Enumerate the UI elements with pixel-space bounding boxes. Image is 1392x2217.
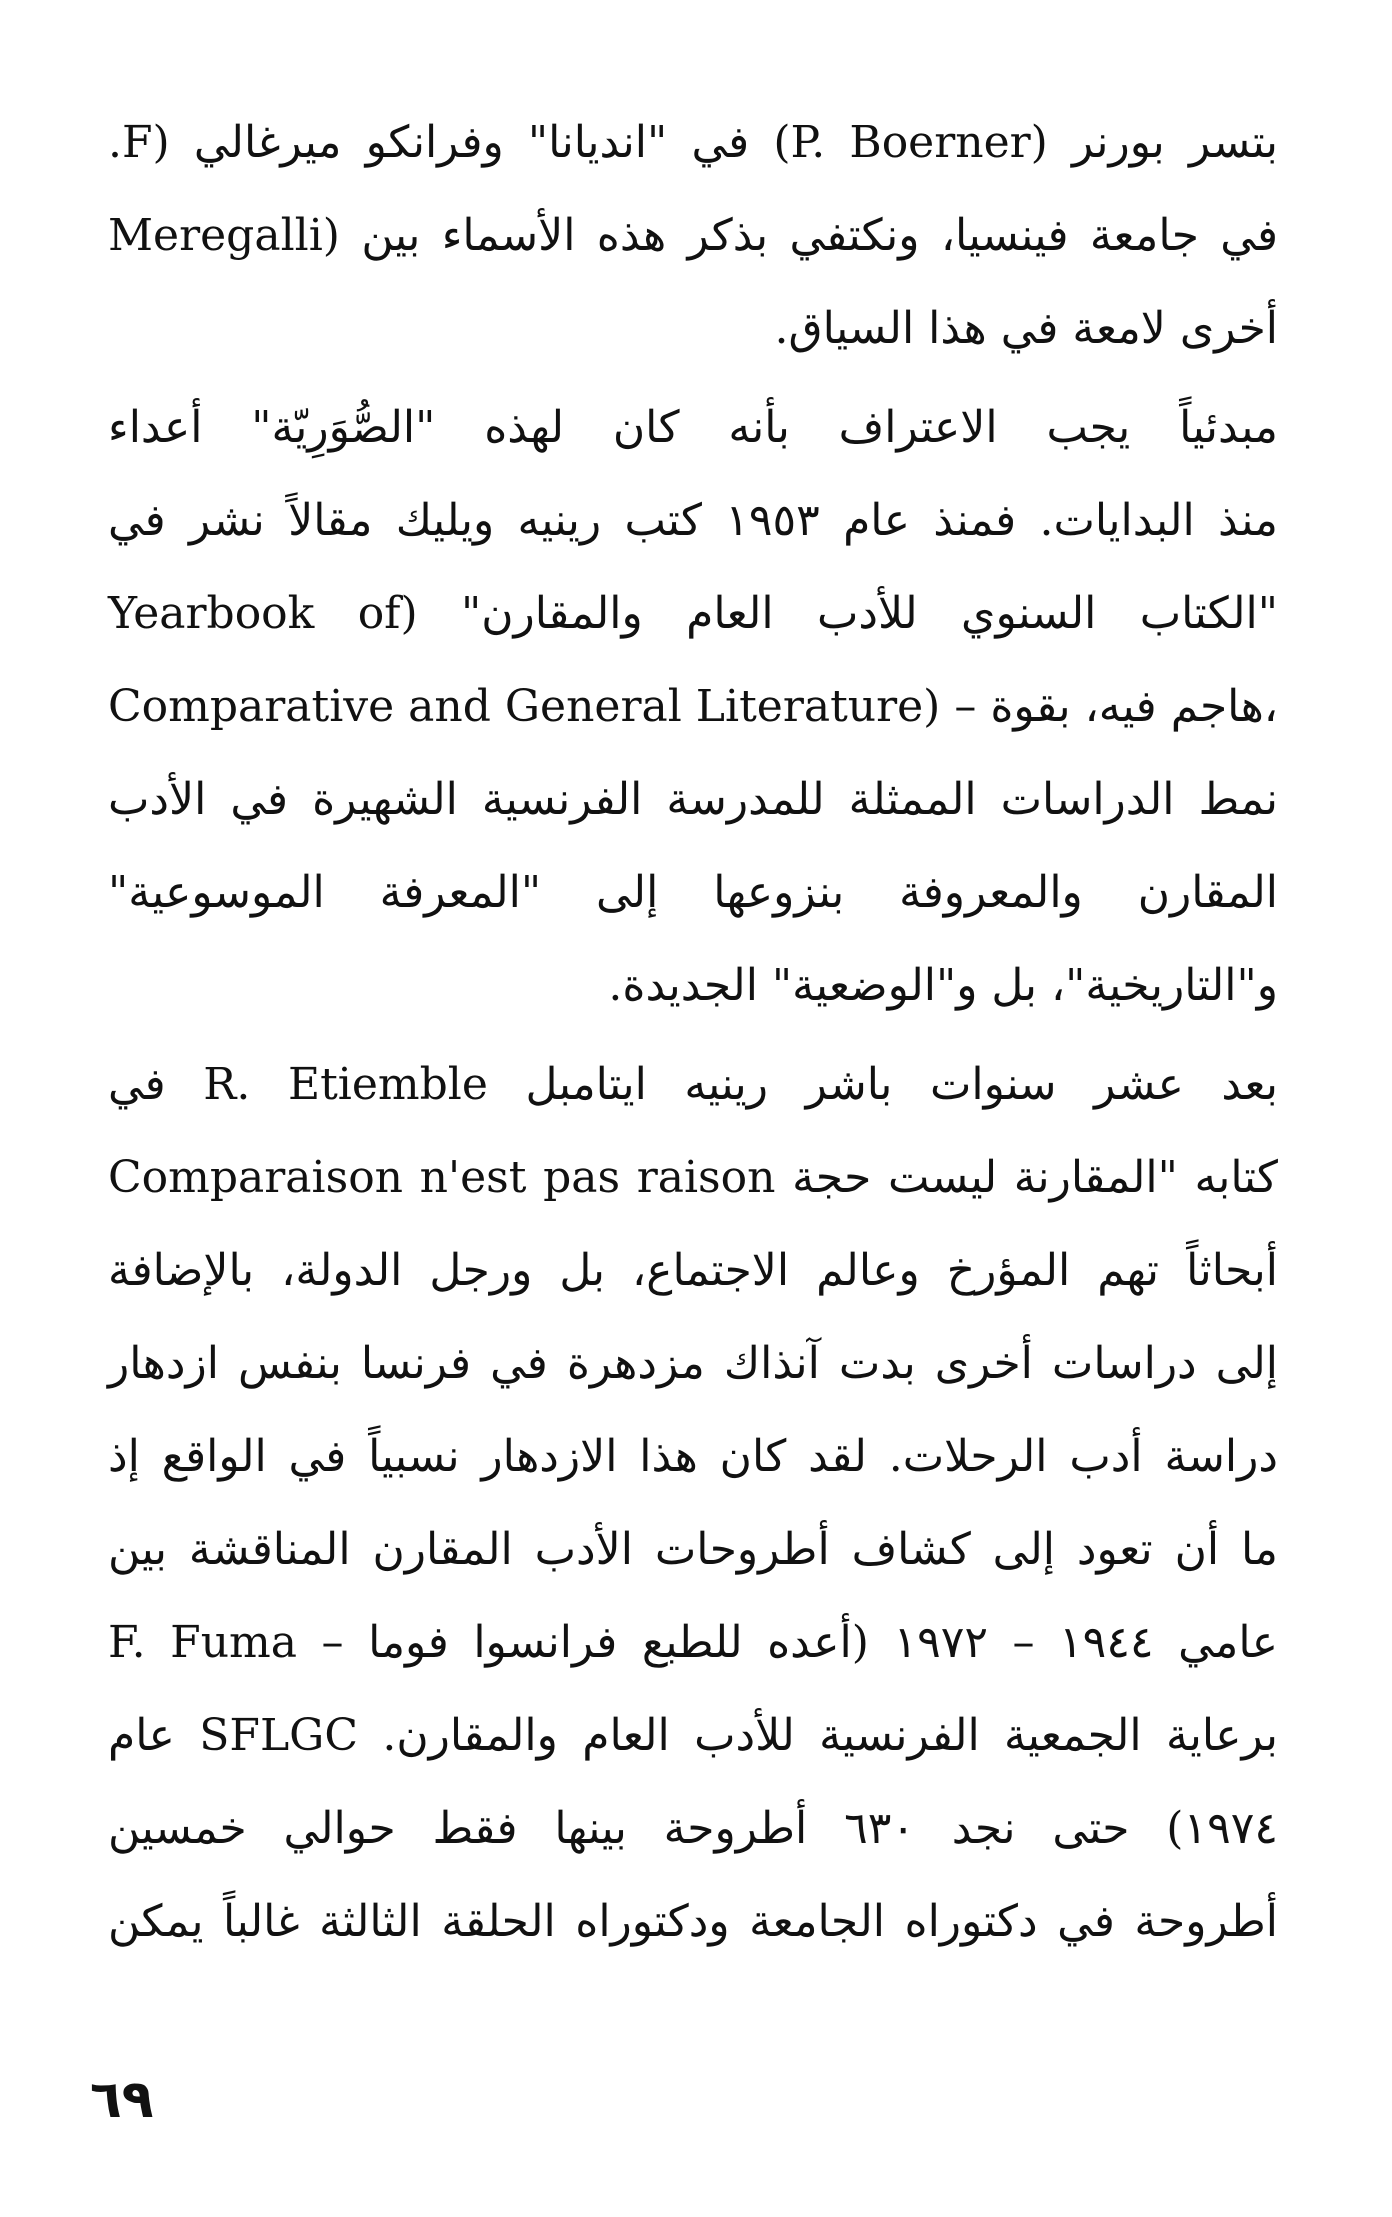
- text-line: ما أن تعود إلى كشاف أطروحات الأدب المقارن المناقشة بين: [108, 1524, 1278, 1575]
- paragraph-2: [108, 381, 1278, 1032]
- paragraph-3: [108, 1038, 1278, 1968]
- text-line: مبدئياً يجب الاعتراف بأنه كان لهذه "الصُّوَرِيّة" أعداء: [108, 402, 1278, 453]
- text-line: بتسر بورنر (P. Boerner) في "انديانا" وفرانكو ميرغالي (F.: [108, 117, 1278, 168]
- text-line: أبحاثاً تهم المؤرخ وعالم الاجتماع، بل ورجل الدولة، بالإضافة: [108, 1245, 1278, 1296]
- text-line: منذ البدايات. فمنذ عام ١٩٥٣ كتب رينيه ويليك مقالاً نشر في: [108, 495, 1279, 546]
- page-body: [108, 96, 1278, 2096]
- text-line: أخرى لامعة في هذا السياق.: [774, 303, 1278, 354]
- text-line: "الكتاب السنوي للأدب العام والمقارن" (Yearbook of: [108, 588, 1278, 639]
- text-line: كتابه "المقارنة ليست حجة Comparaison n'est pas raison: [108, 1152, 1278, 1203]
- text-line: برعاية الجمعية الفرنسية للأدب العام والمقارن. SFLGC عام: [108, 1710, 1279, 1761]
- text-line: دراسة أدب الرحلات. لقد كان هذا الازدهار نسبياً في الواقع إذ: [108, 1431, 1278, 1482]
- text-line: بعد عشر سنوات باشر رينيه ايتامبل R. Etiemble في: [108, 1059, 1278, 1110]
- text-line: إلى دراسات أخرى بدت آنذاك مزدهرة في فرنسا بنفس ازدهار: [108, 1338, 1278, 1389]
- text-line: و"التاريخية"، بل و"الوضعية" الجديدة.: [608, 960, 1278, 1011]
- text-line: عامي ١٩٤٤ – ١٩٧٢ (أعده للطبع فرانسوا فوما – F. Fuma: [108, 1617, 1279, 1668]
- text-line: Comparative and General Literature) – هاجم فيه، بقوة،: [108, 681, 1278, 732]
- paragraph-1: [108, 96, 1278, 375]
- text-line: المقارن والمعروفة بنزوعها إلى "المعرفة الموسوعية": [108, 867, 1278, 918]
- text-line: أطروحة في دكتوراه الجامعة ودكتوراه الحلقة الثالثة غالباً يمكن: [108, 1896, 1278, 1947]
- text-line: نمط الدراسات الممثلة للمدرسة الفرنسية الشهيرة في الأدب: [108, 774, 1278, 825]
- page-number: ٦٩: [90, 2070, 154, 2130]
- text-line: ١٩٧٤) حتى نجد ٦٣٠ أطروحة بينها فقط حوالي خمسين: [108, 1803, 1278, 1854]
- text-line: Meregalli) في جامعة فينسيا، ونكتفي بذكر هذه الأسماء بين: [108, 210, 1279, 261]
